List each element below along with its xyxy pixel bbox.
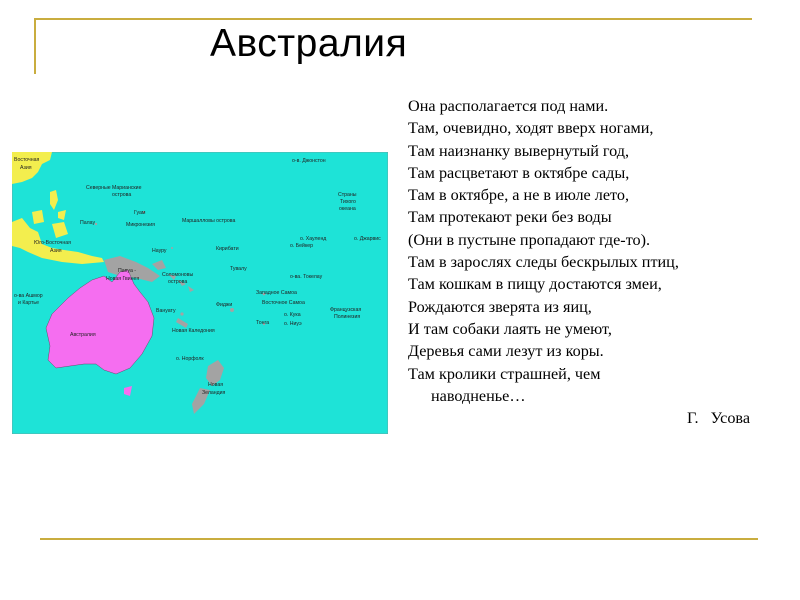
map-label: Тонга bbox=[256, 320, 270, 326]
map-label: Северные Марианские bbox=[86, 185, 142, 191]
map-label: Зеландия bbox=[202, 390, 226, 396]
map-dot-vanuatu bbox=[180, 312, 183, 315]
map-dot-fiji bbox=[230, 308, 234, 312]
map-label: Восточная bbox=[14, 157, 40, 163]
map-label: острова bbox=[112, 192, 132, 198]
top-rule bbox=[34, 18, 752, 20]
map-dot-nauru bbox=[171, 247, 173, 249]
map-label: о-ва. Токелау bbox=[290, 274, 323, 280]
map-label: о. Ниуэ bbox=[284, 321, 302, 327]
map-label: острова bbox=[168, 279, 188, 285]
map-label: Новая Каледония bbox=[172, 328, 215, 334]
poem bbox=[408, 95, 788, 407]
map-label: о-ва Ашмор bbox=[14, 293, 43, 299]
map-label: Французская bbox=[330, 307, 362, 313]
poem-line: Рождаются зверята из яиц, bbox=[408, 297, 592, 316]
poem-line: Деревья сами лезут из коры. bbox=[408, 342, 604, 361]
map-label: Тихого bbox=[340, 199, 356, 205]
map-label: Азия bbox=[20, 165, 32, 171]
poem-line: Она располагается под нами. bbox=[408, 97, 609, 115]
map-label: Маршалловы острова bbox=[182, 218, 236, 224]
map-label: Палау bbox=[80, 220, 96, 226]
poem-author: Г. Усова bbox=[687, 409, 751, 427]
poem-line: Там протекают реки без воды bbox=[408, 208, 612, 227]
map-label: Западное Самоа bbox=[256, 290, 297, 296]
oceania-map bbox=[12, 152, 388, 434]
poem-line: Там в зарослях следы бескрылых птиц, bbox=[408, 253, 679, 272]
map-label: Фиджи bbox=[216, 302, 233, 308]
map-label: и Картье bbox=[18, 300, 39, 306]
map-label: о-в. Джонстон bbox=[292, 158, 326, 164]
map-label: Новая Гвинея bbox=[106, 276, 140, 282]
poem-line: И там собаки лаять не умеют, bbox=[408, 319, 612, 338]
map-label: Полинезия bbox=[334, 314, 361, 320]
map-label: Тувалу bbox=[230, 266, 247, 272]
bottom-rule bbox=[40, 538, 758, 540]
map-label: Папуа - bbox=[118, 268, 137, 274]
map-label: Соломоновы bbox=[162, 272, 194, 278]
map-label: океана bbox=[339, 206, 356, 212]
poem-line: Там расцветают в октябре сады, bbox=[408, 163, 630, 182]
map-label: о. Норфолк bbox=[176, 356, 204, 362]
map-label: Австралия bbox=[70, 332, 96, 338]
map-label: Восточное Самоа bbox=[262, 300, 305, 306]
poem-line: Там в октябре, а не в июле лето, bbox=[408, 186, 630, 205]
left-rule bbox=[34, 18, 36, 74]
poem-line: Там, очевидно, ходят вверх ногами, bbox=[408, 119, 654, 138]
map-label: Микронезия bbox=[126, 222, 155, 228]
map-label: Кирибати bbox=[216, 246, 239, 252]
poem-line: Там кошкам в пищу достаются змеи, bbox=[408, 275, 662, 294]
poem-last-line: наводненье… bbox=[431, 386, 526, 405]
poem-line: Там кролики страшней, чем bbox=[408, 364, 601, 383]
map-dot-palau bbox=[95, 223, 97, 225]
map-label: о. Хауленд bbox=[300, 236, 327, 242]
map-label: Науру bbox=[152, 248, 167, 254]
map-label: о. Бейкер bbox=[290, 243, 314, 249]
slide-title: Австралия bbox=[210, 22, 408, 65]
map-label: Гуам bbox=[134, 210, 146, 216]
poem-line: (Они в пустыне пропадают где-то). bbox=[408, 230, 651, 249]
map-label: Юго-Восточная bbox=[34, 240, 71, 246]
map-label: Вануату bbox=[156, 308, 176, 314]
map-label: Новая bbox=[208, 382, 224, 388]
poem-line: Там наизнанку вывернутый год, bbox=[408, 141, 630, 160]
map-label: о. Кука bbox=[284, 312, 301, 318]
map-label: Азия bbox=[50, 248, 62, 254]
map-label: о. Джарвис bbox=[354, 236, 381, 242]
map-label: Страны bbox=[338, 192, 357, 198]
